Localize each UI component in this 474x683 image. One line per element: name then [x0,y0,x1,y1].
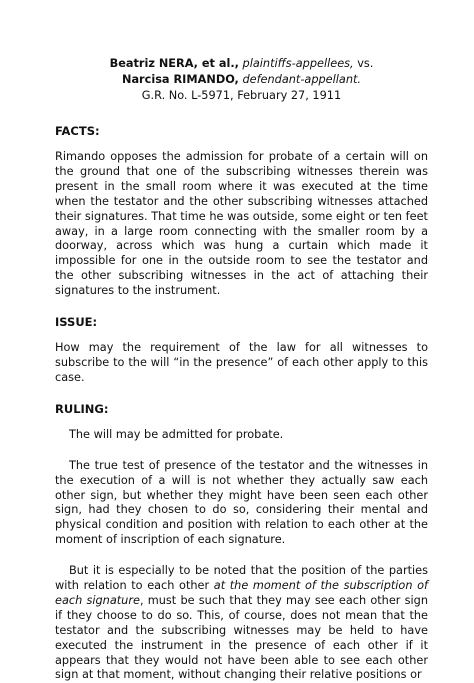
ruling-paragraph-2: The true test of presence of the testator and the witnesses in the execution of a will is not whether they actually saw each other sign, but whether they might have been seen each other sign, had they chosen to do so, considering their mental and physical condition and position with relation to each other at the moment of inscription of each signature. [55,458,428,547]
plaintiff-name: Beatriz NERA, et al., [109,57,239,70]
ruling-p3-end: , must be such that they may see each other sign if they choose to do so. This, of course, does not mean that the testator and the subscribing witnesses may be held to have executed the instrument in the presence of each other if it appears that they would not have been able to see each other sign at that moment, without changing their relative positions or [55,593,429,682]
facts-heading: FACTS: [55,124,100,138]
facts-paragraph: Rimando opposes the admission for probate of a certain will on the ground that one of the subscribing witnesses therein was present in the small room where it was executed at the time when the testator and the other subscribing witnesses attached their signatures. That time he was outside, some eight or ten feet away, in a large room connecting with the smaller room by a doorway, across which was hung a curtain which made it impossible for one in the outside room to see the testator and the other subscribing witnesses in the act of attaching their signatures to the instrument. [55,150,428,298]
caption-line-plaintiffs [55,56,428,72]
ruling-paragraph-1: The will may be admitted for probate. [69,427,284,441]
defendant-name: Narcisa RIMANDO, [121,73,239,86]
plaintiff-role: plaintiffs-appellees, [242,57,354,70]
defendant-role: defendant-appellant. [242,73,362,86]
ruling-p3-start: But it is especially to be noted that the position of the parties with relation to each other [55,564,428,593]
ruling-heading: RULING: [55,401,109,416]
ruling-paragraph-3 [55,564,428,683]
case-caption [55,56,428,104]
versus: vs. [357,57,374,70]
case-number: G.R. No. L-5971, February 27, 1911 [141,89,342,102]
ruling-p3-emphasis: at the moment of the subscription of each signature [55,579,429,607]
caption-line-defendant [55,72,428,88]
issue-heading: ISSUE: [55,315,98,330]
issue-paragraph: How may the requirement of the law for all witnesses to subscribe to the will “in the presence” of each other apply to this case. [55,341,428,384]
